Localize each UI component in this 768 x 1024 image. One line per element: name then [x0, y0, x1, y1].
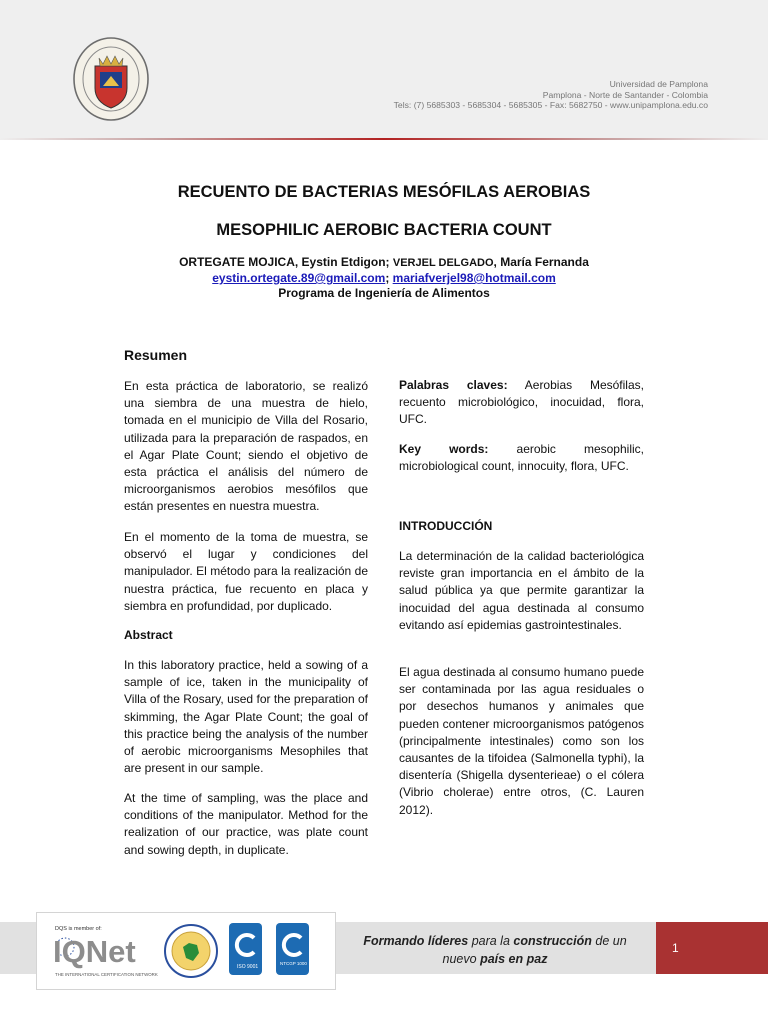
intro-paragraph-1: La determinación de la calidad bacteriológica reviste gran importancia en el ámbito de la salud pública ya que permite garantizar la inocuidad del agua destinada al consumo evitando así epidemias gastrointestinales.	[399, 549, 644, 632]
author1-given: , Eystin Etdigon;	[294, 255, 393, 269]
page-number-box	[656, 922, 768, 974]
title-spanish: RECUENTO DE BACTERIAS MESÓFILAS AEROBIAS	[177, 183, 591, 201]
resumen-paragraph-2: En el momento de la toma de muestra, se observó el lugar y condiciones del manipulador. El método para la realización de nuestra práctica, fue recuento en placa y siembra en profundidad, por duplicado.	[124, 530, 368, 613]
author1-surname: ORTEGATE MOJICA	[179, 255, 295, 269]
keywords-english-text: aerobic mesophilic, microbiological count, innocuity, flora, UFC.	[399, 442, 644, 474]
author-names	[0, 255, 768, 271]
intro-paragraph-2: El agua destinada al consumo humano puede ser contaminada por las agua residuales o por desechos humanos y animales que pueden contener microorganismos patógenos (principalmente intestinales) como son los causantes de la tifoidea (Salmonella typhi), la disentería (Shigella dysenterieae) o el cólera (Vibrio cholerae) entre otros, (C. Lauren 2012).	[399, 665, 644, 817]
iqnet-tagline: THE INTERNATIONAL CERTIFICATION NETWORK	[55, 972, 158, 977]
cert-iso-label: ISO 9001	[237, 964, 259, 970]
institution-info	[394, 79, 708, 111]
university-seal-icon	[72, 36, 150, 122]
iqnet-member-text: DQS is member of:	[55, 926, 102, 932]
keywords-spanish-label: Palabras claves:	[399, 378, 508, 392]
abstract-paragraph-2: At the time of sampling, was the place and conditions of the manipulator. Method for the realization of our practice, was plate count and sowing depth, in duplicate.	[124, 791, 368, 857]
resumen-heading: Resumen	[124, 347, 188, 363]
email-link-1[interactable]: eystin.ortegate.89@gmail.com	[212, 271, 386, 285]
institution-location: Pamplona - Norte de Santander - Colombia	[542, 89, 708, 100]
certification-logos	[36, 912, 336, 990]
footer-slogan: Formando líderes para la construcción de un nuevo país en paz	[363, 934, 627, 966]
iqnet-logo: IQNet	[53, 934, 136, 969]
page-header	[0, 0, 768, 140]
abstract-paragraph-1: In this laboratory practice, held a sowing of a sample of ice, taken in the municipality of Villa of the Rosary, used for the preparation of skimming, the Agar Plate Count; the goal of this practice being the analysis of the number of aerobic microorganisms Mesophiles that are present in our sample.	[124, 658, 368, 776]
resumen-paragraph-1: En esta práctica de laboratorio, se realizó una siembra de una muestra de hielo, tomada en el municipio de Villa del Rosario, utilizada para la preparación de raspados, en el Agar Plate Count; siendo el objetivo de esta práctica el análisis del número de microorganismos aerobios mesófilos que están presentes en nuestra muestra.	[124, 379, 368, 514]
keywords-english-label: Key words:	[399, 442, 489, 456]
author-emails	[0, 271, 768, 286]
authors-block	[0, 255, 768, 301]
cert-ntcgp-label: NTCGP 1000	[280, 961, 307, 966]
header-divider	[0, 138, 768, 140]
keywords-spanish-text: Aerobias Mesófilas, recuento microbiológico, inocuidad, flora, UFC.	[399, 378, 644, 427]
institution-contact: Tels: (7) 5685303 - 5685304 - 5685305 - Fax: 5682750 - www.unipamplona.edu.co	[393, 100, 708, 110]
email-link-2[interactable]: mariafverjel98@hotmail.com	[392, 271, 556, 285]
institution-name: Universidad de Pamplona	[609, 79, 708, 89]
abstract-heading: Abstract	[124, 628, 173, 642]
intro-heading: INTRODUCCIÓN	[399, 519, 493, 533]
email-separator: ;	[385, 271, 393, 285]
author2-surname: VERJEL DELGADO	[392, 257, 494, 269]
keywords-english	[399, 441, 644, 475]
title-english: MESOPHILIC AEROBIC BACTERIA COUNT	[216, 221, 552, 239]
program-name: Programa de Ingeniería de Alimentos	[278, 286, 490, 300]
keywords-spanish	[399, 377, 644, 429]
page-number: 1	[672, 941, 679, 955]
author2-given: , María Fernanda	[493, 255, 589, 269]
certification-logos-icon	[37, 913, 337, 991]
